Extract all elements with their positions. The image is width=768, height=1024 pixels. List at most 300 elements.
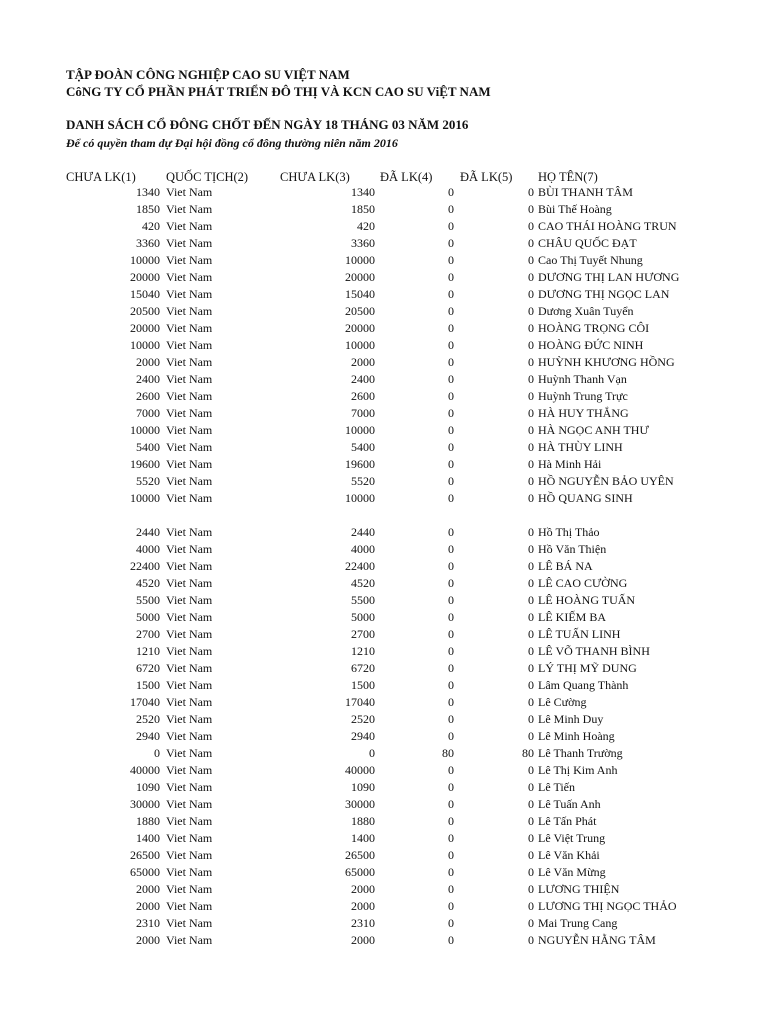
cell-ho-ten: LƯƠNG THỊ NGỌC THẢO — [538, 899, 677, 913]
cell-chua-lk-3: 5500 — [351, 593, 375, 607]
cell-quoc-tich: Viet Nam — [166, 848, 213, 862]
cell-da-lk-5: 80 — [522, 746, 534, 760]
table-row — [0, 915, 768, 932]
cell-ho-ten: Hồ Thị Thảo — [538, 525, 600, 539]
table-row — [0, 558, 768, 575]
col-header-da-lk-5: ĐÃ LK(5) — [460, 170, 513, 184]
cell-da-lk-4: 0 — [448, 406, 454, 420]
cell-ho-ten: BÙI THANH TÂM — [538, 185, 633, 199]
cell-quoc-tich: Viet Nam — [166, 831, 213, 845]
cell-chua-lk-3: 17040 — [345, 695, 375, 709]
cell-chua-lk-3: 2000 — [351, 899, 375, 913]
cell-ho-ten: Hà Minh Hải — [538, 457, 602, 471]
cell-da-lk-4: 0 — [448, 763, 454, 777]
cell-ho-ten: DƯƠNG THỊ NGỌC LAN — [538, 287, 670, 301]
cell-chua-lk-3: 1210 — [351, 644, 375, 658]
cell-ho-ten: HỒ NGUYỄN BẢO UYÊN — [538, 474, 674, 488]
cell-quoc-tich: Viet Nam — [166, 644, 213, 658]
cell-da-lk-4: 0 — [448, 389, 454, 403]
cell-chua-lk-1: 4520 — [136, 576, 160, 590]
table-row — [0, 847, 768, 864]
cell-da-lk-4: 0 — [448, 219, 454, 233]
cell-chua-lk-1: 19600 — [130, 457, 160, 471]
cell-quoc-tich: Viet Nam — [166, 236, 213, 250]
table-row — [0, 524, 768, 541]
cell-da-lk-4: 0 — [448, 661, 454, 675]
cell-ho-ten: LÝ THỊ MỸ DUNG — [538, 661, 637, 675]
cell-da-lk-5: 0 — [528, 763, 534, 777]
cell-ho-ten: LƯƠNG THIỆN — [538, 882, 620, 896]
cell-chua-lk-1: 2700 — [136, 627, 160, 641]
table-row — [0, 422, 768, 439]
cell-da-lk-4: 0 — [448, 474, 454, 488]
cell-quoc-tich: Viet Nam — [166, 780, 213, 794]
cell-da-lk-5: 0 — [528, 610, 534, 624]
cell-da-lk-4: 0 — [448, 304, 454, 318]
cell-ho-ten: Lê Thanh Trường — [538, 746, 623, 760]
cell-quoc-tich: Viet Nam — [166, 202, 213, 216]
document-title: DANH SÁCH CỔ ĐÔNG CHỐT ĐẾN NGÀY 18 THÁNG 03 NĂM 2016 — [66, 117, 469, 132]
table-row — [0, 592, 768, 609]
cell-da-lk-5: 0 — [528, 219, 534, 233]
cell-chua-lk-1: 2400 — [136, 372, 160, 386]
cell-da-lk-4: 0 — [448, 831, 454, 845]
cell-quoc-tich: Viet Nam — [166, 270, 213, 284]
cell-da-lk-4: 0 — [448, 695, 454, 709]
cell-da-lk-4: 0 — [448, 916, 454, 930]
cell-da-lk-4: 0 — [448, 287, 454, 301]
cell-ho-ten: Lê Văn Khải — [538, 848, 600, 862]
cell-chua-lk-3: 420 — [357, 219, 375, 233]
table-row — [0, 354, 768, 371]
cell-ho-ten: HÀ THÙY LINH — [538, 440, 623, 454]
cell-da-lk-4: 0 — [448, 525, 454, 539]
cell-quoc-tich: Viet Nam — [166, 406, 213, 420]
cell-ho-ten: LÊ CAO CƯỜNG — [538, 576, 628, 590]
cell-chua-lk-1: 420 — [142, 219, 160, 233]
cell-chua-lk-1: 1400 — [136, 831, 160, 845]
cell-chua-lk-3: 2700 — [351, 627, 375, 641]
cell-quoc-tich: Viet Nam — [166, 729, 213, 743]
cell-chua-lk-1: 2000 — [136, 899, 160, 913]
cell-da-lk-5: 0 — [528, 236, 534, 250]
cell-da-lk-4: 0 — [448, 899, 454, 913]
cell-chua-lk-1: 1880 — [136, 814, 160, 828]
table-row — [0, 643, 768, 660]
cell-ho-ten: Lê Thị Kim Anh — [538, 763, 618, 777]
col-header-chua-lk-3: CHƯA LK(3) — [280, 170, 350, 184]
cell-chua-lk-3: 15040 — [345, 287, 375, 301]
cell-da-lk-4: 0 — [448, 372, 454, 386]
cell-da-lk-4: 0 — [448, 491, 454, 505]
table-row — [0, 252, 768, 269]
cell-da-lk-5: 0 — [528, 899, 534, 913]
cell-ho-ten: CAO THÁI HOÀNG TRUN — [538, 219, 677, 233]
cell-quoc-tich: Viet Nam — [166, 797, 213, 811]
cell-chua-lk-3: 1090 — [351, 780, 375, 794]
cell-da-lk-5: 0 — [528, 355, 534, 369]
table-row — [0, 405, 768, 422]
cell-ho-ten: HOÀNG TRỌNG CÔI — [538, 321, 650, 335]
cell-da-lk-5: 0 — [528, 661, 534, 675]
cell-da-lk-5: 0 — [528, 933, 534, 947]
table-row — [0, 677, 768, 694]
cell-quoc-tich: Viet Nam — [166, 661, 213, 675]
table-row — [0, 779, 768, 796]
cell-quoc-tich: Viet Nam — [166, 763, 213, 777]
table-row — [0, 728, 768, 745]
cell-da-lk-5: 0 — [528, 423, 534, 437]
cell-chua-lk-1: 2000 — [136, 355, 160, 369]
cell-da-lk-5: 0 — [528, 304, 534, 318]
cell-ho-ten: Cao Thị Tuyết Nhung — [538, 253, 643, 267]
table-row — [0, 235, 768, 252]
cell-chua-lk-3: 26500 — [345, 848, 375, 862]
cell-ho-ten: Lê Tiến — [538, 780, 576, 794]
cell-da-lk-5: 0 — [528, 372, 534, 386]
table-row — [0, 762, 768, 779]
cell-ho-ten: HUỲNH KHƯƠNG HỒNG — [538, 355, 675, 369]
cell-chua-lk-3: 4520 — [351, 576, 375, 590]
cell-chua-lk-1: 5500 — [136, 593, 160, 607]
cell-chua-lk-1: 0 — [154, 746, 160, 760]
cell-da-lk-4: 0 — [448, 576, 454, 590]
cell-da-lk-4: 0 — [448, 678, 454, 692]
col-header-ho-ten: HỌ TÊN(7) — [538, 170, 598, 184]
table-row — [0, 932, 768, 949]
cell-chua-lk-1: 7000 — [136, 406, 160, 420]
cell-da-lk-4: 0 — [448, 644, 454, 658]
cell-ho-ten: Dương Xuân Tuyển — [538, 304, 634, 318]
cell-chua-lk-1: 1850 — [136, 202, 160, 216]
cell-chua-lk-1: 1340 — [136, 185, 160, 199]
cell-chua-lk-3: 2600 — [351, 389, 375, 403]
cell-da-lk-4: 0 — [448, 712, 454, 726]
cell-ho-ten: Lê Minh Hoàng — [538, 729, 615, 743]
cell-chua-lk-3: 65000 — [345, 865, 375, 879]
cell-quoc-tich: Viet Nam — [166, 933, 213, 947]
cell-chua-lk-3: 5000 — [351, 610, 375, 624]
cell-chua-lk-3: 19600 — [345, 457, 375, 471]
cell-ho-ten: HÀ NGỌC ANH THƯ — [538, 423, 649, 437]
cell-quoc-tich: Viet Nam — [166, 474, 213, 488]
cell-da-lk-5: 0 — [528, 644, 534, 658]
cell-da-lk-5: 0 — [528, 678, 534, 692]
cell-da-lk-4: 0 — [448, 457, 454, 471]
cell-ho-ten: LÊ HOÀNG TUẤN — [538, 593, 636, 607]
cell-da-lk-4: 0 — [448, 593, 454, 607]
cell-chua-lk-3: 3360 — [351, 236, 375, 250]
table-row — [0, 660, 768, 677]
cell-chua-lk-1: 10000 — [130, 338, 160, 352]
cell-chua-lk-3: 20000 — [345, 321, 375, 335]
cell-chua-lk-3: 2310 — [351, 916, 375, 930]
cell-chua-lk-3: 20000 — [345, 270, 375, 284]
cell-da-lk-5: 0 — [528, 491, 534, 505]
cell-da-lk-5: 0 — [528, 270, 534, 284]
cell-da-lk-4: 0 — [448, 440, 454, 454]
cell-quoc-tich: Viet Nam — [166, 304, 213, 318]
cell-chua-lk-1: 2310 — [136, 916, 160, 930]
cell-chua-lk-1: 3360 — [136, 236, 160, 250]
cell-chua-lk-1: 5400 — [136, 440, 160, 454]
cell-quoc-tich: Viet Nam — [166, 440, 213, 454]
cell-quoc-tich: Viet Nam — [166, 321, 213, 335]
cell-da-lk-4: 80 — [442, 746, 454, 760]
cell-quoc-tich: Viet Nam — [166, 899, 213, 913]
cell-quoc-tich: Viet Nam — [166, 712, 213, 726]
table-row — [0, 830, 768, 847]
table-row — [0, 626, 768, 643]
cell-quoc-tich: Viet Nam — [166, 610, 213, 624]
cell-chua-lk-3: 30000 — [345, 797, 375, 811]
cell-chua-lk-3: 10000 — [345, 491, 375, 505]
cell-chua-lk-1: 2000 — [136, 882, 160, 896]
cell-chua-lk-1: 2520 — [136, 712, 160, 726]
cell-quoc-tich: Viet Nam — [166, 746, 213, 760]
cell-ho-ten: Lâm Quang Thành — [538, 678, 629, 692]
table-row — [0, 218, 768, 235]
cell-chua-lk-1: 2600 — [136, 389, 160, 403]
cell-chua-lk-1: 10000 — [130, 423, 160, 437]
cell-ho-ten: Lê Tấn Phát — [538, 814, 597, 828]
cell-ho-ten: Hồ Văn Thiện — [538, 542, 607, 556]
cell-quoc-tich: Viet Nam — [166, 695, 213, 709]
cell-chua-lk-1: 17040 — [130, 695, 160, 709]
cell-da-lk-4: 0 — [448, 270, 454, 284]
cell-chua-lk-3: 0 — [369, 746, 375, 760]
cell-da-lk-5: 0 — [528, 627, 534, 641]
table-row — [0, 711, 768, 728]
cell-chua-lk-1: 4000 — [136, 542, 160, 556]
cell-quoc-tich: Viet Nam — [166, 287, 213, 301]
cell-da-lk-4: 0 — [448, 559, 454, 573]
cell-chua-lk-1: 65000 — [130, 865, 160, 879]
cell-quoc-tich: Viet Nam — [166, 457, 213, 471]
cell-quoc-tich: Viet Nam — [166, 814, 213, 828]
cell-chua-lk-3: 4000 — [351, 542, 375, 556]
cell-da-lk-5: 0 — [528, 525, 534, 539]
cell-quoc-tich: Viet Nam — [166, 185, 213, 199]
table-row — [0, 473, 768, 490]
cell-da-lk-5: 0 — [528, 202, 534, 216]
cell-da-lk-5: 0 — [528, 474, 534, 488]
cell-ho-ten: LÊ VÕ THANH BÌNH — [538, 644, 650, 658]
cell-da-lk-4: 0 — [448, 355, 454, 369]
cell-chua-lk-3: 22400 — [345, 559, 375, 573]
cell-da-lk-5: 0 — [528, 576, 534, 590]
cell-da-lk-4: 0 — [448, 814, 454, 828]
cell-chua-lk-3: 1880 — [351, 814, 375, 828]
table-row — [0, 694, 768, 711]
table-row — [0, 286, 768, 303]
cell-quoc-tich: Viet Nam — [166, 253, 213, 267]
cell-ho-ten: CHÂU QUỐC ĐẠT — [538, 236, 637, 250]
cell-da-lk-4: 0 — [448, 797, 454, 811]
cell-chua-lk-1: 10000 — [130, 491, 160, 505]
cell-ho-ten: Lê Cường — [538, 695, 587, 709]
cell-quoc-tich: Viet Nam — [166, 916, 213, 930]
cell-quoc-tich: Viet Nam — [166, 355, 213, 369]
cell-ho-ten: Huỳnh Trung Trực — [538, 389, 628, 403]
cell-chua-lk-3: 2940 — [351, 729, 375, 743]
cell-da-lk-4: 0 — [448, 729, 454, 743]
cell-ho-ten: Lê Văn Mừng — [538, 865, 606, 879]
cell-ho-ten: LÊ BÁ NA — [538, 559, 593, 573]
cell-da-lk-4: 0 — [448, 321, 454, 335]
cell-chua-lk-1: 6720 — [136, 661, 160, 675]
cell-da-lk-4: 0 — [448, 610, 454, 624]
table-row — [0, 388, 768, 405]
cell-chua-lk-1: 20500 — [130, 304, 160, 318]
cell-ho-ten: NGUYỄN HẰNG TÂM — [538, 933, 656, 947]
cell-chua-lk-3: 1500 — [351, 678, 375, 692]
cell-chua-lk-1: 22400 — [130, 559, 160, 573]
document-subtitle: Để có quyền tham dự Đại hội đồng cổ đông thường niên năm 2016 — [66, 136, 398, 150]
cell-quoc-tich: Viet Nam — [166, 423, 213, 437]
table-row — [0, 575, 768, 592]
cell-quoc-tich: Viet Nam — [166, 593, 213, 607]
table-row — [0, 184, 768, 201]
cell-da-lk-5: 0 — [528, 814, 534, 828]
table-row — [0, 881, 768, 898]
cell-da-lk-5: 0 — [528, 542, 534, 556]
cell-quoc-tich: Viet Nam — [166, 338, 213, 352]
cell-quoc-tich: Viet Nam — [166, 678, 213, 692]
cell-chua-lk-1: 2940 — [136, 729, 160, 743]
cell-ho-ten: Bùi Thế Hoàng — [538, 202, 612, 216]
cell-da-lk-5: 0 — [528, 321, 534, 335]
col-header-da-lk-4: ĐÃ LK(4) — [380, 170, 433, 184]
cell-chua-lk-1: 20000 — [130, 321, 160, 335]
cell-da-lk-5: 0 — [528, 338, 534, 352]
cell-da-lk-4: 0 — [448, 848, 454, 862]
cell-da-lk-5: 0 — [528, 185, 534, 199]
cell-da-lk-4: 0 — [448, 423, 454, 437]
cell-quoc-tich: Viet Nam — [166, 372, 213, 386]
cell-da-lk-5: 0 — [528, 916, 534, 930]
cell-chua-lk-1: 26500 — [130, 848, 160, 862]
cell-da-lk-5: 0 — [528, 695, 534, 709]
cell-quoc-tich: Viet Nam — [166, 576, 213, 590]
cell-ho-ten: LÊ TUẤN LINH — [538, 627, 621, 641]
company-name: CôNG TY CỔ PHẦN PHÁT TRIỂN ĐÔ THỊ VÀ KCN CAO SU ViỆT NAM — [66, 84, 491, 99]
cell-da-lk-4: 0 — [448, 202, 454, 216]
cell-chua-lk-3: 2000 — [351, 882, 375, 896]
cell-chua-lk-1: 1210 — [136, 644, 160, 658]
cell-quoc-tich: Viet Nam — [166, 389, 213, 403]
table-row — [0, 541, 768, 558]
cell-da-lk-4: 0 — [448, 933, 454, 947]
table-row — [0, 456, 768, 473]
cell-da-lk-4: 0 — [448, 236, 454, 250]
cell-da-lk-5: 0 — [528, 593, 534, 607]
cell-chua-lk-3: 1340 — [351, 185, 375, 199]
table-row — [0, 201, 768, 218]
table-row — [0, 439, 768, 456]
cell-chua-lk-1: 1500 — [136, 678, 160, 692]
cell-chua-lk-3: 2520 — [351, 712, 375, 726]
cell-da-lk-5: 0 — [528, 780, 534, 794]
cell-chua-lk-1: 15040 — [130, 287, 160, 301]
cell-ho-ten: Lê Minh Duy — [538, 712, 604, 726]
cell-chua-lk-1: 2440 — [136, 525, 160, 539]
cell-da-lk-5: 0 — [528, 440, 534, 454]
cell-da-lk-5: 0 — [528, 831, 534, 845]
cell-da-lk-4: 0 — [448, 627, 454, 641]
cell-da-lk-4: 0 — [448, 253, 454, 267]
cell-chua-lk-3: 2440 — [351, 525, 375, 539]
cell-chua-lk-3: 20500 — [345, 304, 375, 318]
cell-da-lk-5: 0 — [528, 253, 534, 267]
cell-da-lk-5: 0 — [528, 797, 534, 811]
cell-chua-lk-1: 20000 — [130, 270, 160, 284]
cell-ho-ten: DƯƠNG THỊ LAN HƯƠNG — [538, 270, 680, 284]
cell-quoc-tich: Viet Nam — [166, 627, 213, 641]
cell-chua-lk-3: 10000 — [345, 338, 375, 352]
cell-chua-lk-3: 6720 — [351, 661, 375, 675]
cell-ho-ten: Lê Tuấn Anh — [538, 797, 601, 811]
cell-quoc-tich: Viet Nam — [166, 491, 213, 505]
cell-da-lk-4: 0 — [448, 338, 454, 352]
cell-chua-lk-1: 5520 — [136, 474, 160, 488]
cell-da-lk-5: 0 — [528, 848, 534, 862]
cell-da-lk-4: 0 — [448, 542, 454, 556]
group-name: TẬP ĐOÀN CÔNG NGHIỆP CAO SU VIỆT NAM — [66, 67, 350, 82]
cell-chua-lk-3: 2000 — [351, 933, 375, 947]
cell-chua-lk-1: 2000 — [136, 933, 160, 947]
cell-quoc-tich: Viet Nam — [166, 219, 213, 233]
table-row — [0, 303, 768, 320]
cell-chua-lk-3: 2400 — [351, 372, 375, 386]
cell-quoc-tich: Viet Nam — [166, 559, 213, 573]
cell-da-lk-4: 0 — [448, 185, 454, 199]
cell-chua-lk-3: 1850 — [351, 202, 375, 216]
cell-quoc-tich: Viet Nam — [166, 865, 213, 879]
cell-chua-lk-1: 1090 — [136, 780, 160, 794]
cell-da-lk-5: 0 — [528, 882, 534, 896]
table-row — [0, 337, 768, 354]
cell-quoc-tich: Viet Nam — [166, 525, 213, 539]
cell-ho-ten: LÊ KIẾM BA — [538, 610, 606, 624]
cell-chua-lk-3: 40000 — [345, 763, 375, 777]
cell-da-lk-5: 0 — [528, 457, 534, 471]
cell-da-lk-4: 0 — [448, 882, 454, 896]
table-row — [0, 864, 768, 881]
cell-chua-lk-3: 10000 — [345, 423, 375, 437]
cell-quoc-tich: Viet Nam — [166, 542, 213, 556]
cell-chua-lk-3: 1400 — [351, 831, 375, 845]
cell-da-lk-5: 0 — [528, 865, 534, 879]
cell-da-lk-4: 0 — [448, 865, 454, 879]
table-row — [0, 269, 768, 286]
col-header-quoc-tich: QUỐC TỊCH(2) — [166, 170, 249, 184]
table-row — [0, 371, 768, 388]
cell-chua-lk-1: 30000 — [130, 797, 160, 811]
cell-da-lk-5: 0 — [528, 559, 534, 573]
cell-da-lk-5: 0 — [528, 729, 534, 743]
cell-chua-lk-1: 5000 — [136, 610, 160, 624]
cell-da-lk-4: 0 — [448, 780, 454, 794]
table-row — [0, 745, 768, 762]
table-row — [0, 796, 768, 813]
cell-chua-lk-3: 2000 — [351, 355, 375, 369]
cell-ho-ten: HOÀNG ĐỨC NINH — [538, 338, 644, 352]
col-header-chua-lk-1: CHƯA LK(1) — [66, 170, 136, 184]
cell-chua-lk-1: 40000 — [130, 763, 160, 777]
cell-chua-lk-3: 10000 — [345, 253, 375, 267]
cell-ho-ten: HỒ QUANG SINH — [538, 491, 633, 505]
